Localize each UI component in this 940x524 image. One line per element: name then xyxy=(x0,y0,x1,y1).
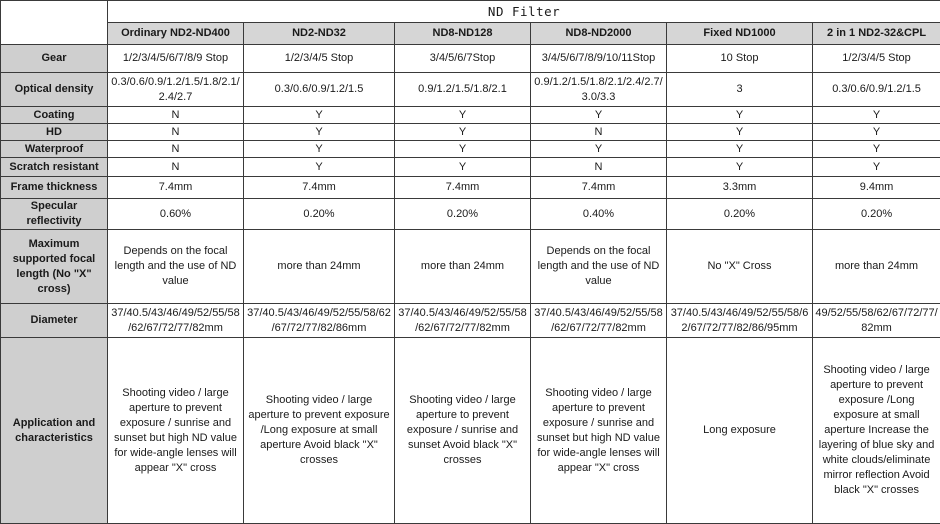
table-cell: N xyxy=(108,158,244,177)
table-row-coating xyxy=(1,107,940,124)
table-cell: Shooting video / large aperture to prevent exposure / sunrise and sunset but high ND value for wide-angle lenses will appear "X" cross xyxy=(108,338,244,524)
row-header-waterproof: Waterproof xyxy=(1,141,108,158)
table-cell: Y xyxy=(813,158,940,177)
table-row-application xyxy=(1,338,940,524)
column-header-ordinary-nd2-nd400: Ordinary ND2-ND400 xyxy=(108,23,244,45)
table-cell: N xyxy=(531,158,667,177)
column-header-nd8-nd2000: ND8-ND2000 xyxy=(531,23,667,45)
table-cell: 0.3/0.6/0.9/1.2/1.5/1.8/2.1/2.4/2.7 xyxy=(108,73,244,107)
column-header-nd2-nd32: ND2-ND32 xyxy=(244,23,395,45)
table-row-hd xyxy=(1,124,940,141)
table-cell: 0.60% xyxy=(108,199,244,230)
table-cell: 49/52/55/58/62/67/72/77/82mm xyxy=(813,304,940,338)
table-cell: Y xyxy=(244,124,395,141)
table-row-scratch-resistant xyxy=(1,158,940,177)
row-header-hd: HD xyxy=(1,124,108,141)
table-cell: more than 24mm xyxy=(244,230,395,304)
table-cell: Y xyxy=(667,107,813,124)
table-cell: 7.4mm xyxy=(395,177,531,199)
table-cell: N xyxy=(108,107,244,124)
row-header-specular-reflectivity: Specular reflectivity xyxy=(1,199,108,230)
table-cell: more than 24mm xyxy=(395,230,531,304)
table-cell: 0.20% xyxy=(244,199,395,230)
table-cell: 1/2/3/4/5 Stop xyxy=(813,45,940,73)
row-header-application: Application and characteristics xyxy=(1,338,108,524)
table-cell: 0.20% xyxy=(395,199,531,230)
table-cell: 37/40.5/43/46/49/52/55/58/62/67/72/77/82/86/95mm xyxy=(667,304,813,338)
table-cell: Y xyxy=(531,141,667,158)
table-cell: more than 24mm xyxy=(813,230,940,304)
table-cell: Y xyxy=(813,107,940,124)
column-header-nd8-nd128: ND8-ND128 xyxy=(395,23,531,45)
table-row-max-focal-length xyxy=(1,230,940,304)
table-cell: Y xyxy=(244,107,395,124)
table-cell: 0.20% xyxy=(667,199,813,230)
row-header-diameter: Diameter xyxy=(1,304,108,338)
row-header-optical-density: Optical density xyxy=(1,73,108,107)
table-cell: 0.3/0.6/0.9/1.2/1.5 xyxy=(244,73,395,107)
table-cell: 0.3/0.6/0.9/1.2/1.5 xyxy=(813,73,940,107)
table-cell: N xyxy=(108,124,244,141)
table-cell: Y xyxy=(667,158,813,177)
table-cell: Y xyxy=(667,141,813,158)
column-header-2in1-nd2-32-cpl: 2 in 1 ND2-32&CPL xyxy=(813,23,940,45)
row-header-frame-thickness: Frame thickness xyxy=(1,177,108,199)
table-cell: 3 xyxy=(667,73,813,107)
table-cell: 0.20% xyxy=(813,199,940,230)
table-cell: 37/40.5/43/46/49/52/55/58/62/67/72/77/82mm xyxy=(108,304,244,338)
table-cell: 3.3mm xyxy=(667,177,813,199)
table-cell: 1/2/3/4/5 Stop xyxy=(244,45,395,73)
table-cell: Shooting video / large aperture to prevent exposure / sunrise and sunset but high ND value for wide-angle lenses will appear "X" cross xyxy=(531,338,667,524)
table-cell: 3/4/5/6/7/8/9/10/11Stop xyxy=(531,45,667,73)
row-header-gear: Gear xyxy=(1,45,108,73)
row-header-max-focal-length: Maximum supported focal length (No "X" cross) xyxy=(1,230,108,304)
table-row-specular-reflectivity xyxy=(1,199,940,230)
table-cell: 0.40% xyxy=(531,199,667,230)
table-cell: N xyxy=(108,141,244,158)
table-cell: Y xyxy=(813,141,940,158)
table-cell: 0.9/1.2/1.5/1.8/2.1 xyxy=(395,73,531,107)
table-row-optical-density xyxy=(1,73,940,107)
table-cell: N xyxy=(531,124,667,141)
table-cell: Shooting video / large aperture to prevent exposure / sunrise and sunset Avoid black "X" crosses xyxy=(395,338,531,524)
table-cell: 9.4mm xyxy=(813,177,940,199)
table-cell: Depends on the focal length and the use of ND value xyxy=(108,230,244,304)
row-header-scratch-resistant: Scratch resistant xyxy=(1,158,108,177)
table-cell: Shooting video / large aperture to prevent exposure /Long exposure at small aperture Avoid black "X" crosses xyxy=(244,338,395,524)
row-header-coating: Coating xyxy=(1,107,108,124)
table-cell: Y xyxy=(244,141,395,158)
table-title: ND Filter xyxy=(108,1,940,23)
table-cell: 0.9/1.2/1.5/1.8/2.1/2.4/2.7/3.0/3.3 xyxy=(531,73,667,107)
table-cell: 1/2/3/4/5/6/7/8/9 Stop xyxy=(108,45,244,73)
table-cell: Y xyxy=(667,124,813,141)
table-row-gear xyxy=(1,45,940,73)
table-cell: 7.4mm xyxy=(244,177,395,199)
table-cell: Y xyxy=(813,124,940,141)
table-cell: 37/40.5/43/46/49/52/55/58/62/67/72/77/82mm xyxy=(395,304,531,338)
corner-cell xyxy=(1,1,108,45)
table-row-diameter xyxy=(1,304,940,338)
table-cell: No "X" Cross xyxy=(667,230,813,304)
table-cell: Shooting video / large aperture to prevent exposure /Long exposure at small aperture Increase the layering of blue sky and white clouds/eliminate mirror reflection Avoid black "X" crosses xyxy=(813,338,940,524)
table-cell: 7.4mm xyxy=(531,177,667,199)
table-cell: Y xyxy=(395,124,531,141)
column-header-fixed-nd1000: Fixed ND1000 xyxy=(667,23,813,45)
table-cell: Y xyxy=(395,107,531,124)
column-header-row xyxy=(1,23,940,45)
table-row-frame-thickness xyxy=(1,177,940,199)
table-cell: 37/40.5/43/46/49/52/55/58/62/67/72/77/82/86mm xyxy=(244,304,395,338)
table-cell: 10 Stop xyxy=(667,45,813,73)
table-cell: Depends on the focal length and the use of ND value xyxy=(531,230,667,304)
table-row-waterproof xyxy=(1,141,940,158)
table-cell: Y xyxy=(531,107,667,124)
table-cell: 7.4mm xyxy=(108,177,244,199)
table-cell: Y xyxy=(395,158,531,177)
table-cell: Y xyxy=(395,141,531,158)
table-cell: Long exposure xyxy=(667,338,813,524)
table-cell: 3/4/5/6/7Stop xyxy=(395,45,531,73)
table-cell: Y xyxy=(244,158,395,177)
table-cell: 37/40.5/43/46/49/52/55/58/62/67/72/77/82mm xyxy=(531,304,667,338)
